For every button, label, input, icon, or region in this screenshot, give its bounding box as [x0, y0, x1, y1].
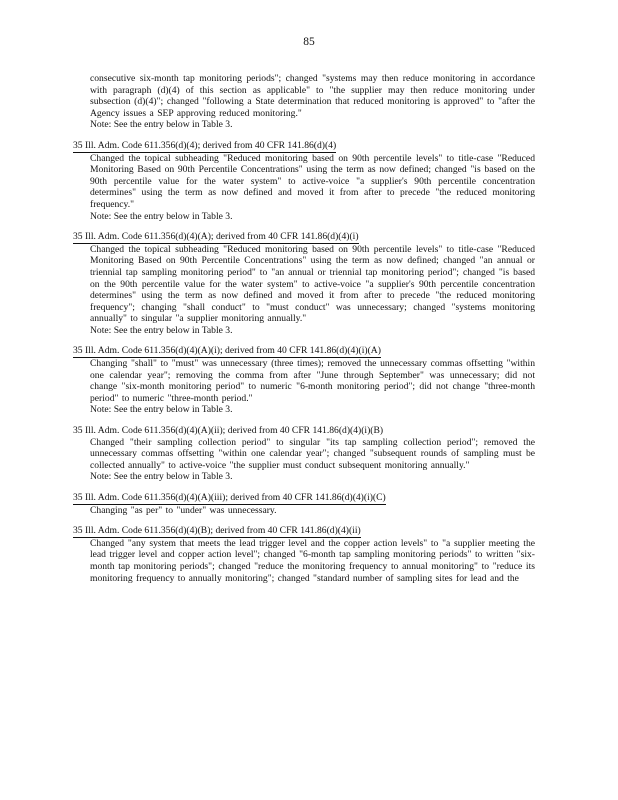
entry-2	[73, 222, 535, 336]
entry-heading: 35 Ill. Adm. Code 611.356(d)(4)(B); derived from 40 CFR 141.86(d)(4)(ii)	[73, 525, 361, 537]
entry-3	[73, 336, 535, 416]
page-number: 85	[303, 36, 315, 48]
entry-heading: 35 Ill. Adm. Code 611.356(d)(4)(A)(iii); derived from 40 CFR 141.86(d)(4)(i)(C)	[73, 492, 386, 503]
entry-note: Note: See the entry below in Table 3.	[90, 471, 233, 483]
entry-text: Changed "their sampling collection period" to singular "its tap sampling collection period"; removed the unnecessary commas offsetting "within one calendar year"; changed "subsequent rounds of sampling must be collected annually" to active-voice "the supplier must conduct subsequent monitoring annually."	[90, 436, 535, 471]
entry-heading: 35 Ill. Adm. Code 611.356(d)(4)(A)(ii); derived from 40 CFR 141.86(d)(4)(i)(B)	[73, 425, 384, 437]
entry-text: Changing "shall" to "must" was unnecessary (three times); removed the unnecessary commas offsetting "within one calendar year"; removing the comma from after "June through September" was unnecessary; did not change "six-month monitoring period" to numeric "6-month monitoring period"; did not change "three-month period" to numeric "three-month period."	[90, 358, 535, 404]
entry-5	[73, 483, 535, 516]
entry-text: Changing "as per" to "under" was unnecessary.	[90, 504, 277, 516]
entry-1	[73, 131, 535, 222]
continuation-note: Note: See the entry below in Table 3.	[90, 119, 233, 131]
entry-note: Note: See the entry below in Table 3.	[90, 210, 233, 222]
continuation-text: consecutive six-month tap monitoring periods"; changed "systems may then reduce monitoring in accordance with paragraph (d)(4) of this section as applicable" to "the supplier may then reduce monitoring under subsection (d)(4)"; changed "following a State determination that reduced monitoring is approved" to "after the Agency issues a SEP approving reduced monitoring."	[90, 73, 535, 119]
continuation-block	[90, 73, 535, 131]
entry-6	[73, 516, 535, 584]
entry-note: Note: See the entry below in Table 3.	[90, 324, 233, 336]
entry-4	[73, 416, 535, 483]
entry-text: Changed the topical subheading "Reduced monitoring based on 90th percentile levels" to title-case "Reduced Monitoring Based on 90th Percentile Concentrations" using the term as now defined; changed "an annual or triennial tap sampling monitoring period" to "an annual or triennial tap monitoring period"; changed "is based on the 90th percentile value for the water system" to active-voice "a supplier's 90th percentile concentration determines" using the term as now defined and moved it from after to precede "the reduced monitoring frequency"; changing "shall conduct" to "must conduct" was unnecessary; changed "systems monitoring annually" to singular "a supplier monitoring annually."	[90, 243, 535, 325]
entry-heading: 35 Ill. Adm. Code 611.356(d)(4)(A); derived from 40 CFR 141.86(d)(4)(i)	[73, 231, 359, 243]
entry-text: Changed "any system that meets the lead trigger level and the copper action levels" to "a supplier meeting the lead trigger level and copper action level"; changed "6-month tap sampling monitoring periods" to written "six-month tap monitoring periods"; changed "reduce the monitoring frequency to annual monitoring" to "reduce its monitoring frequency to annually monitoring"; changed "standard number of sampling sites for lead and the	[90, 537, 535, 584]
entry-note: Note: See the entry below in Table 3.	[90, 404, 233, 416]
entry-heading: 35 Ill. Adm. Code 611.356(d)(4)(A)(i); derived from 40 CFR 141.86(d)(4)(i)(A)	[73, 345, 381, 357]
entry-text: Changed the topical subheading "Reduced monitoring based on 90th percentile levels" to title-case "Reduced Monitoring Based on 90th Percentile Concentrations" using the term as now defined; changed "is based on the 90th percentile value for the water system" to active-voice "a supplier's 90th percentile concentration determines" using the term as now defined and moved it from after to precede "the reduced monitoring frequency."	[90, 152, 535, 210]
entry-heading: 35 Ill. Adm. Code 611.356(d)(4); derived from 40 CFR 141.86(d)(4)	[73, 139, 337, 151]
page-content	[73, 73, 535, 584]
